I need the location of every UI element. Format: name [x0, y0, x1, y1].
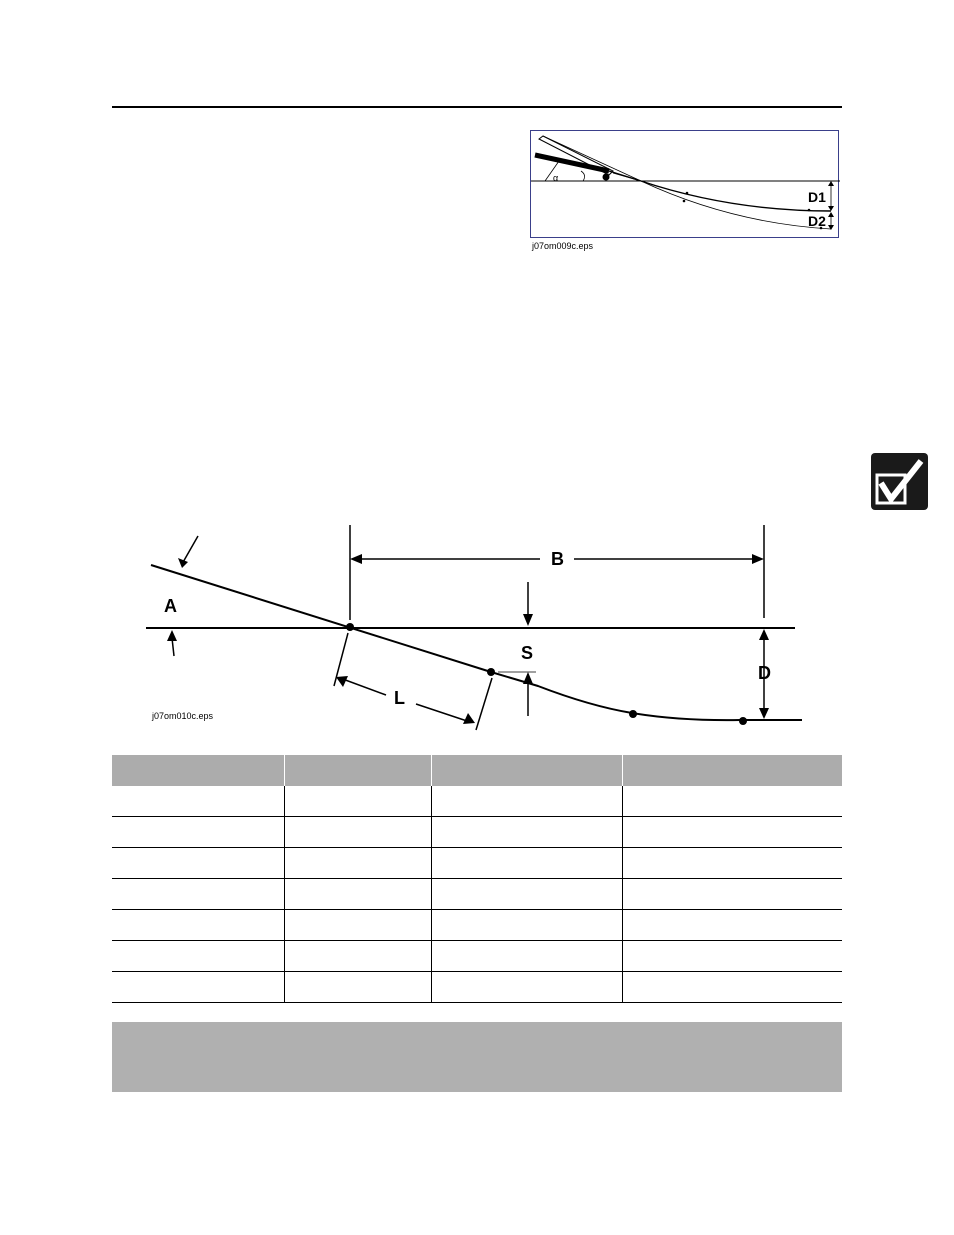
figure-caption-bottom: j07om010c.eps — [152, 711, 214, 721]
table-cell — [284, 972, 431, 1003]
label-d2: D2 — [808, 213, 826, 229]
table-cell — [431, 941, 622, 972]
table-row — [112, 879, 842, 910]
label-d1: D1 — [808, 189, 826, 205]
table-row — [112, 817, 842, 848]
table-cell — [622, 786, 842, 817]
figure-caption-top: j07om009c.eps — [532, 241, 594, 251]
table-header-cell — [431, 755, 622, 786]
table-cell — [622, 848, 842, 879]
table-cell — [284, 941, 431, 972]
table-cell — [284, 910, 431, 941]
table-row — [112, 786, 842, 817]
table-cell — [112, 972, 284, 1003]
label-l: L — [394, 688, 405, 708]
table-cell — [284, 848, 431, 879]
table-cell — [112, 848, 284, 879]
table-cell — [112, 941, 284, 972]
table-header-row — [112, 755, 842, 786]
bore-entry-figure — [530, 130, 839, 238]
label-d: D — [758, 663, 771, 683]
table-cell — [622, 972, 842, 1003]
label-b: B — [551, 549, 564, 569]
label-s: S — [521, 643, 534, 663]
table-cell — [284, 817, 431, 848]
table-header-cell — [622, 755, 842, 786]
checklist-tab — [871, 453, 928, 510]
table-row — [112, 910, 842, 941]
table-cell — [284, 879, 431, 910]
table-cell — [431, 786, 622, 817]
note-box — [112, 1022, 842, 1092]
checkbox-check-icon — [871, 453, 928, 510]
table-row — [112, 972, 842, 1003]
table-cell — [112, 817, 284, 848]
table-cell — [112, 910, 284, 941]
table-cell — [622, 879, 842, 910]
label-a: A — [164, 596, 177, 616]
table-cell — [431, 817, 622, 848]
bore-path-diagram — [140, 520, 810, 735]
table-cell — [112, 786, 284, 817]
table-cell — [431, 879, 622, 910]
table-cell — [431, 848, 622, 879]
header-rule — [112, 106, 842, 108]
table-cell — [622, 817, 842, 848]
table-cell — [431, 910, 622, 941]
table-cell — [431, 972, 622, 1003]
svg-text:α: α — [553, 173, 559, 183]
table-row — [112, 941, 842, 972]
table-cell — [112, 879, 284, 910]
table-header-cell — [112, 755, 284, 786]
table-cell — [622, 941, 842, 972]
table-cell — [284, 786, 431, 817]
table-header-cell — [284, 755, 431, 786]
table-row — [112, 848, 842, 879]
table-cell — [622, 910, 842, 941]
specification-table — [112, 755, 842, 1003]
